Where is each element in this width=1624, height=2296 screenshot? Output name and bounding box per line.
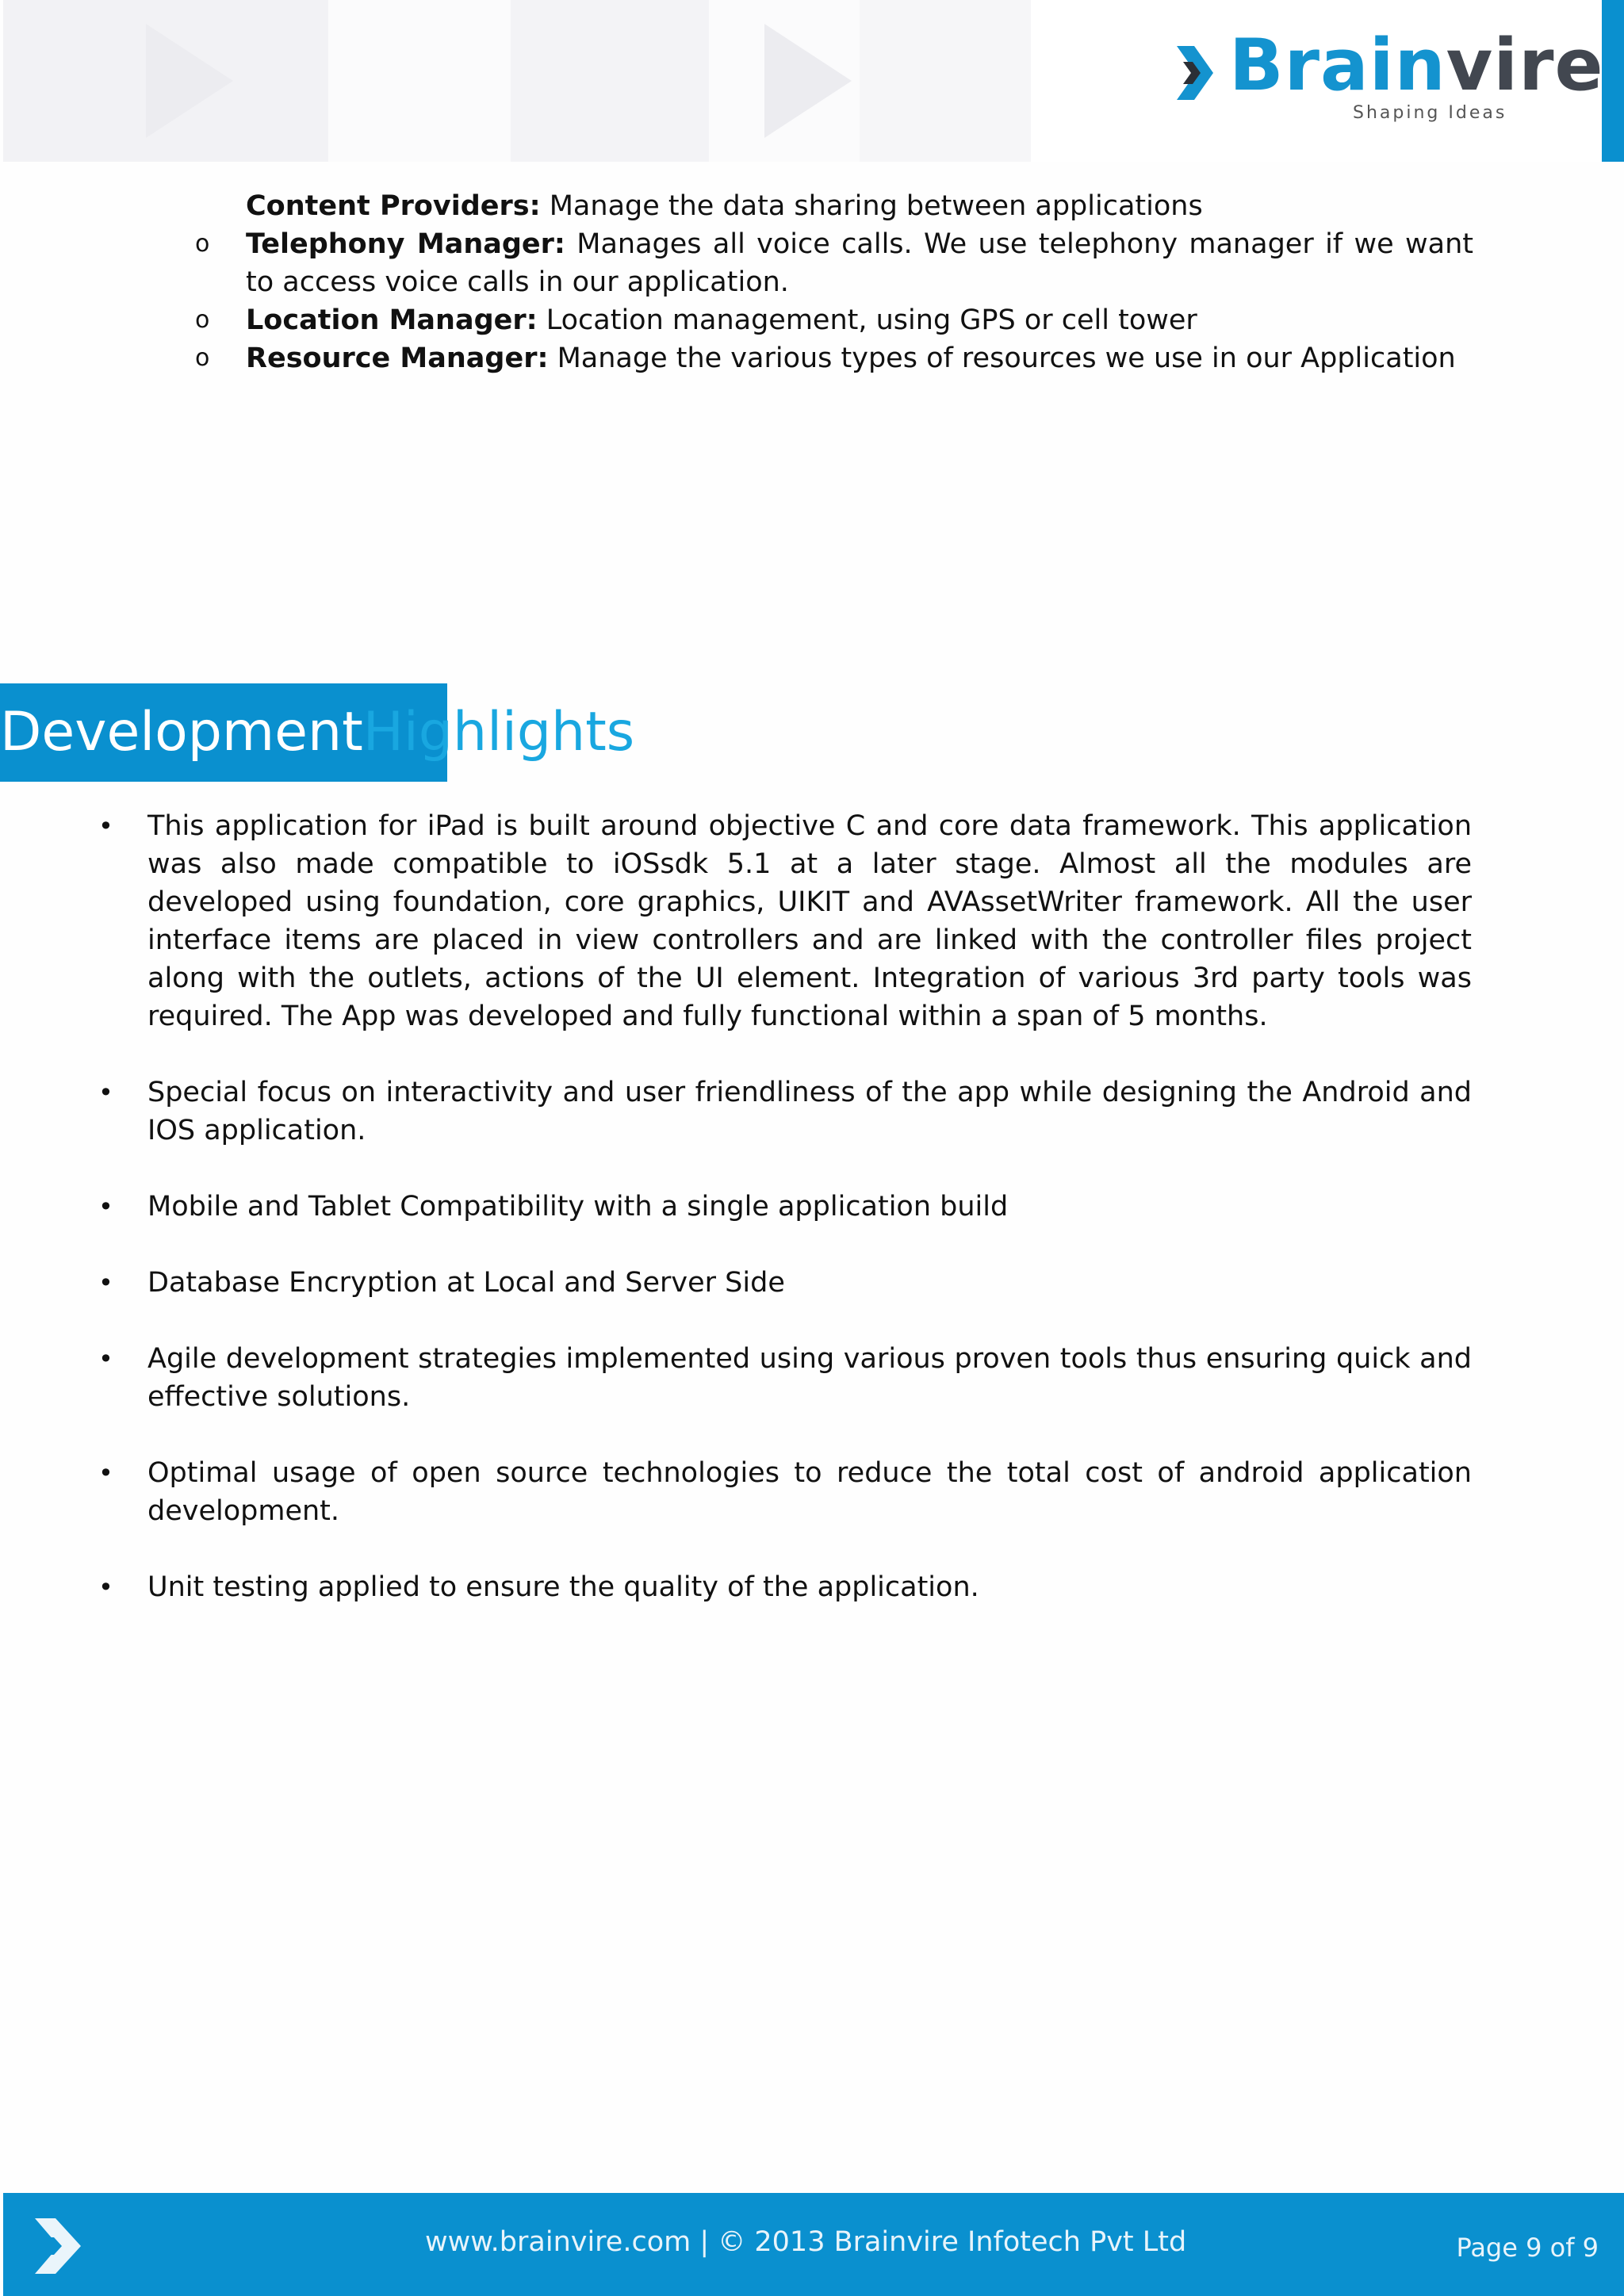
page-footer xyxy=(3,2193,1624,2296)
item-term: Content Providers: xyxy=(246,190,541,222)
list-item xyxy=(87,807,1472,1035)
item-term: Location Manager: xyxy=(246,304,538,336)
list-item xyxy=(87,1454,1472,1530)
bullet-marker: o xyxy=(195,230,210,258)
list-item xyxy=(182,301,1473,339)
list-item xyxy=(87,1340,1472,1416)
bullet-dot-icon: • xyxy=(98,1077,113,1108)
list-item xyxy=(87,1568,1472,1606)
header-decor-shape xyxy=(860,0,1034,162)
bullet-marker: o xyxy=(195,344,210,372)
highlight-text: Mobile and Tablet Compatibility with a single application build xyxy=(147,1191,1009,1223)
section-heading-word1: Development xyxy=(0,701,363,763)
bullet-marker: o xyxy=(195,306,210,334)
item-text: Manage the various types of resources we use in our Application xyxy=(548,342,1456,374)
header-decor-chevron xyxy=(146,24,233,138)
page-number: Page 9 of 9 xyxy=(1456,2233,1599,2263)
component-list xyxy=(182,187,1473,377)
highlight-text: Unit testing applied to ensure the quality of the application. xyxy=(147,1571,979,1603)
brainvire-logo-icon xyxy=(1177,46,1218,100)
logo-wordmark: Brainvire xyxy=(1229,24,1604,107)
header-decor-chevron xyxy=(764,24,852,138)
list-item xyxy=(87,1264,1472,1302)
highlight-text: Database Encryption at Local and Server Side xyxy=(147,1267,785,1299)
item-text: Manages all voice calls. We use telephony manager if we want to access voice calls in our application. xyxy=(246,228,1473,298)
list-item xyxy=(87,1188,1472,1226)
header-decor-shape xyxy=(511,0,709,162)
footer-copyright: www.brainvire.com | © 2013 Brainvire Infotech Pvt Ltd xyxy=(425,2226,1187,2258)
bullet-dot-icon: • xyxy=(98,1572,113,1602)
logo-tagline: Shaping Ideas xyxy=(1353,103,1507,123)
item-term: Telephony Manager: xyxy=(246,228,565,260)
highlight-text: This application for iPad is built around objective C and core data framework. This application was also made compatible to iOSsdk 5.1 at a later stage. Almost all the modules are developed using foundation, core graphics, UIKIT and AVAssetWriter framework. All the user interface items are placed in view controllers and are linked with the controller files project along with the outlets, actions of the UI element. Integration of various 3rd party tools was required. The App was developed and fully functional within a span of 5 months. xyxy=(147,810,1472,1032)
bullet-dot-icon: • xyxy=(98,1192,113,1222)
bullet-dot-icon: • xyxy=(98,811,113,841)
header-accent-bar xyxy=(1602,0,1624,162)
list-item xyxy=(182,187,1473,225)
item-text: Location management, using GPS or cell tower xyxy=(537,304,1197,336)
highlight-text: Special focus on interactivity and user friendliness of the app while designing the Android and IOS application. xyxy=(147,1077,1472,1146)
footer-logo-icon xyxy=(35,2218,86,2274)
bullet-dot-icon: • xyxy=(98,1458,113,1488)
list-item xyxy=(87,1073,1472,1150)
highlights-list xyxy=(87,807,1472,1644)
bullet-dot-icon: • xyxy=(98,1268,113,1298)
brainvire-logo xyxy=(1177,24,1604,130)
section-heading-word2: Highlights xyxy=(362,701,635,763)
list-item xyxy=(182,339,1473,377)
item-term: Resource Manager: xyxy=(246,342,549,374)
list-item xyxy=(182,225,1473,301)
section-heading xyxy=(0,701,634,764)
item-text: Manage the data sharing between applications xyxy=(540,190,1203,222)
bullet-dot-icon: • xyxy=(98,1344,113,1374)
highlight-text: Agile development strategies implemented using various proven tools thus ensuring quick and effective solutions. xyxy=(147,1343,1472,1413)
highlight-text: Optimal usage of open source technologies to reduce the total cost of android application development. xyxy=(147,1457,1472,1527)
